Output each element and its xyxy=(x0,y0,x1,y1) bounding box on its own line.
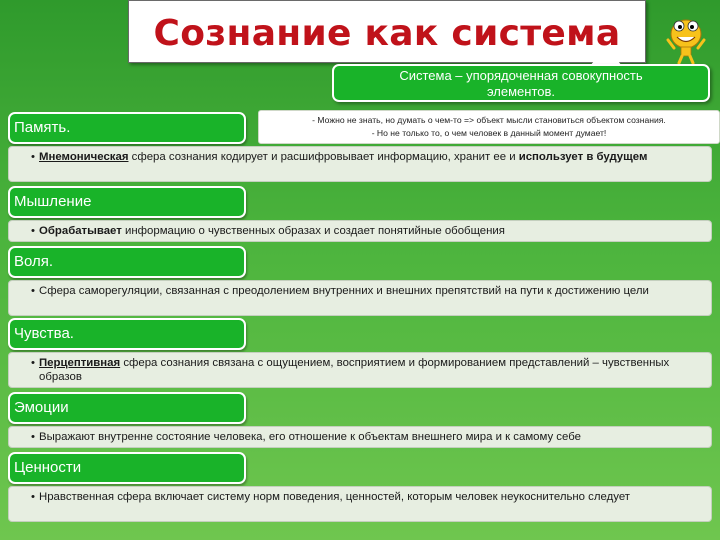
section-desc-values: • Нравственная сфера включает систему норм поведения, ценностей, которым человек неукоснительно следует xyxy=(8,486,712,522)
section-desc-emotions: • Выражают внутренне состояние человека, его отношение к объектам внешнего мира и к самому себе xyxy=(8,426,712,448)
page-title: Сознание как система xyxy=(153,13,621,54)
term-processes: Обрабатывает xyxy=(39,225,122,237)
note-line-2: - Но не только то, о чем человек в данный момент думает! xyxy=(371,128,607,138)
section-header-will: Воля. xyxy=(8,246,246,278)
section-header-thinking: Мышление xyxy=(8,186,246,218)
section-header-memory: Память. xyxy=(8,112,246,144)
section-desc-memory: • Мнемоническая сфера сознания кодирует и расшифровывает информацию, хранит ее и использует в будущем xyxy=(8,146,712,182)
term-mnemonic: Мнемоническая xyxy=(39,151,129,163)
section-header-values: Ценности xyxy=(8,452,246,484)
section-desc-thinking: • Обрабатывает информацию о чувственных образах и создает понятийные обобщения xyxy=(8,220,712,242)
smiley-character-icon xyxy=(664,14,708,64)
system-definition-callout xyxy=(332,64,710,102)
title-box xyxy=(128,0,646,63)
section-header-senses: Чувства. xyxy=(8,318,246,350)
section-header-emotions: Эмоции xyxy=(8,392,246,424)
definition-line-2: элементов. xyxy=(486,84,556,99)
definition-line-1: Система – упорядоченная совокупность xyxy=(399,68,643,83)
section-desc-will: • Сфера саморегуляции, связанная с преодолением внутренних и внешних препятствий на пути к достижению цели xyxy=(8,280,712,316)
term-uses-future: использует в будущем xyxy=(518,151,648,163)
thinking-note xyxy=(258,110,720,144)
callout-pointer xyxy=(590,46,622,66)
section-desc-senses: • Перцептивная сфера сознания связана с ощущением, восприятием и формированием представлений – чувственных образов xyxy=(8,352,712,388)
term-perceptive: Перцептивная xyxy=(39,357,121,369)
note-line-1: - Можно не знать, но думать о чем-то => объект мысли становиться объектом сознания. xyxy=(312,115,666,125)
